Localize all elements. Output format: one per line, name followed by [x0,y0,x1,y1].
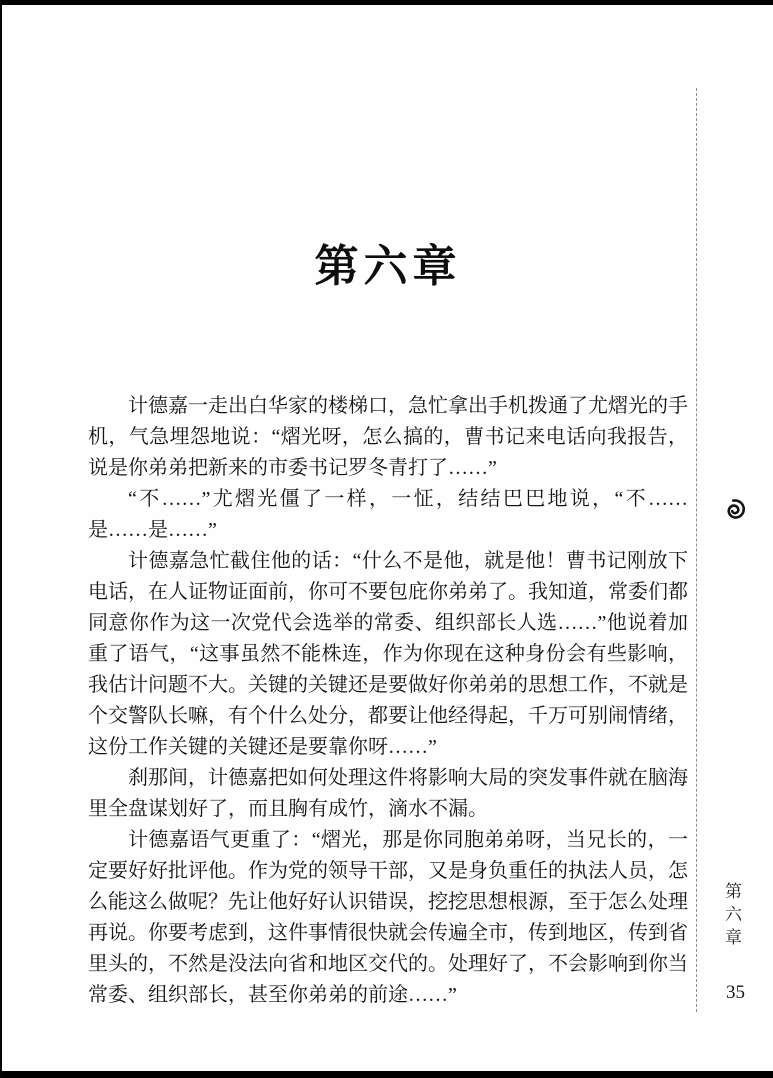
paragraph: 计德嘉急忙截住他的话：“什么不是他，就是他！曹书记刚放下电话，在人证物证面前，你可不要包庇你弟弟了。我知道，常委们都同意你作为这一次党代会选举的常委、组织部长人选……”他说着加重了语气，“这事虽然不能株连，作为你现在这种身份会有些影响，我估计问题不大。关键的关键还是要做好你弟弟的思想工作，不就是个交警队长嘛，有个什么处分，都要让他经得起，千万可别闹情绪，这份工作关键的关键还是要靠你呀……” [88,550,688,758]
binding-fold-line [696,88,697,1012]
scan-edge-bottom [0,1071,773,1078]
paragraph: 计德嘉一走出白华家的楼梯口，急忙拿出手机拨通了尤熠光的手机，气急埋怨地说：“熠光呀，怎么搞的，曹书记来电话向我报告，说是你弟弟把新来的市委书记罗冬青打了……” [88,395,688,479]
scan-edge-top [0,0,773,5]
paragraph: 刹那间，计德嘉把如何处理这件将影响大局的突发事件就在脑海里全盘谋划好了，而且胸有成竹，滴水不漏。 [88,767,688,820]
paragraph: 计德嘉语气更重了：“熠光，那是你同胞弟弟呀，当兄长的，一定要好好批评他。作为党的领导干部，又是身负重任的执法人员，怎么能这么做呢？先让他好好认识错误，挖挖思想根源，至于怎么处理再说。你要考虑到，这件事情很快就会传遍全市，传到地区，传到省里头的，不然是没法向省和地区交代的。处理好了，不会影响到你当常委、组织部长，甚至你弟弟的前途……” [88,829,688,1006]
spiral-icon [719,496,749,526]
scan-edge-left [0,0,2,1078]
paragraph: “不……”尤熠光僵了一样，一怔，结结巴巴地说，“不……是……是……” [88,488,688,541]
page-number: 35 [726,982,745,1003]
running-chapter-marker: 第六章 [722,882,741,951]
body-text [88,391,688,1011]
chapter-title: 第六章 [314,242,462,292]
